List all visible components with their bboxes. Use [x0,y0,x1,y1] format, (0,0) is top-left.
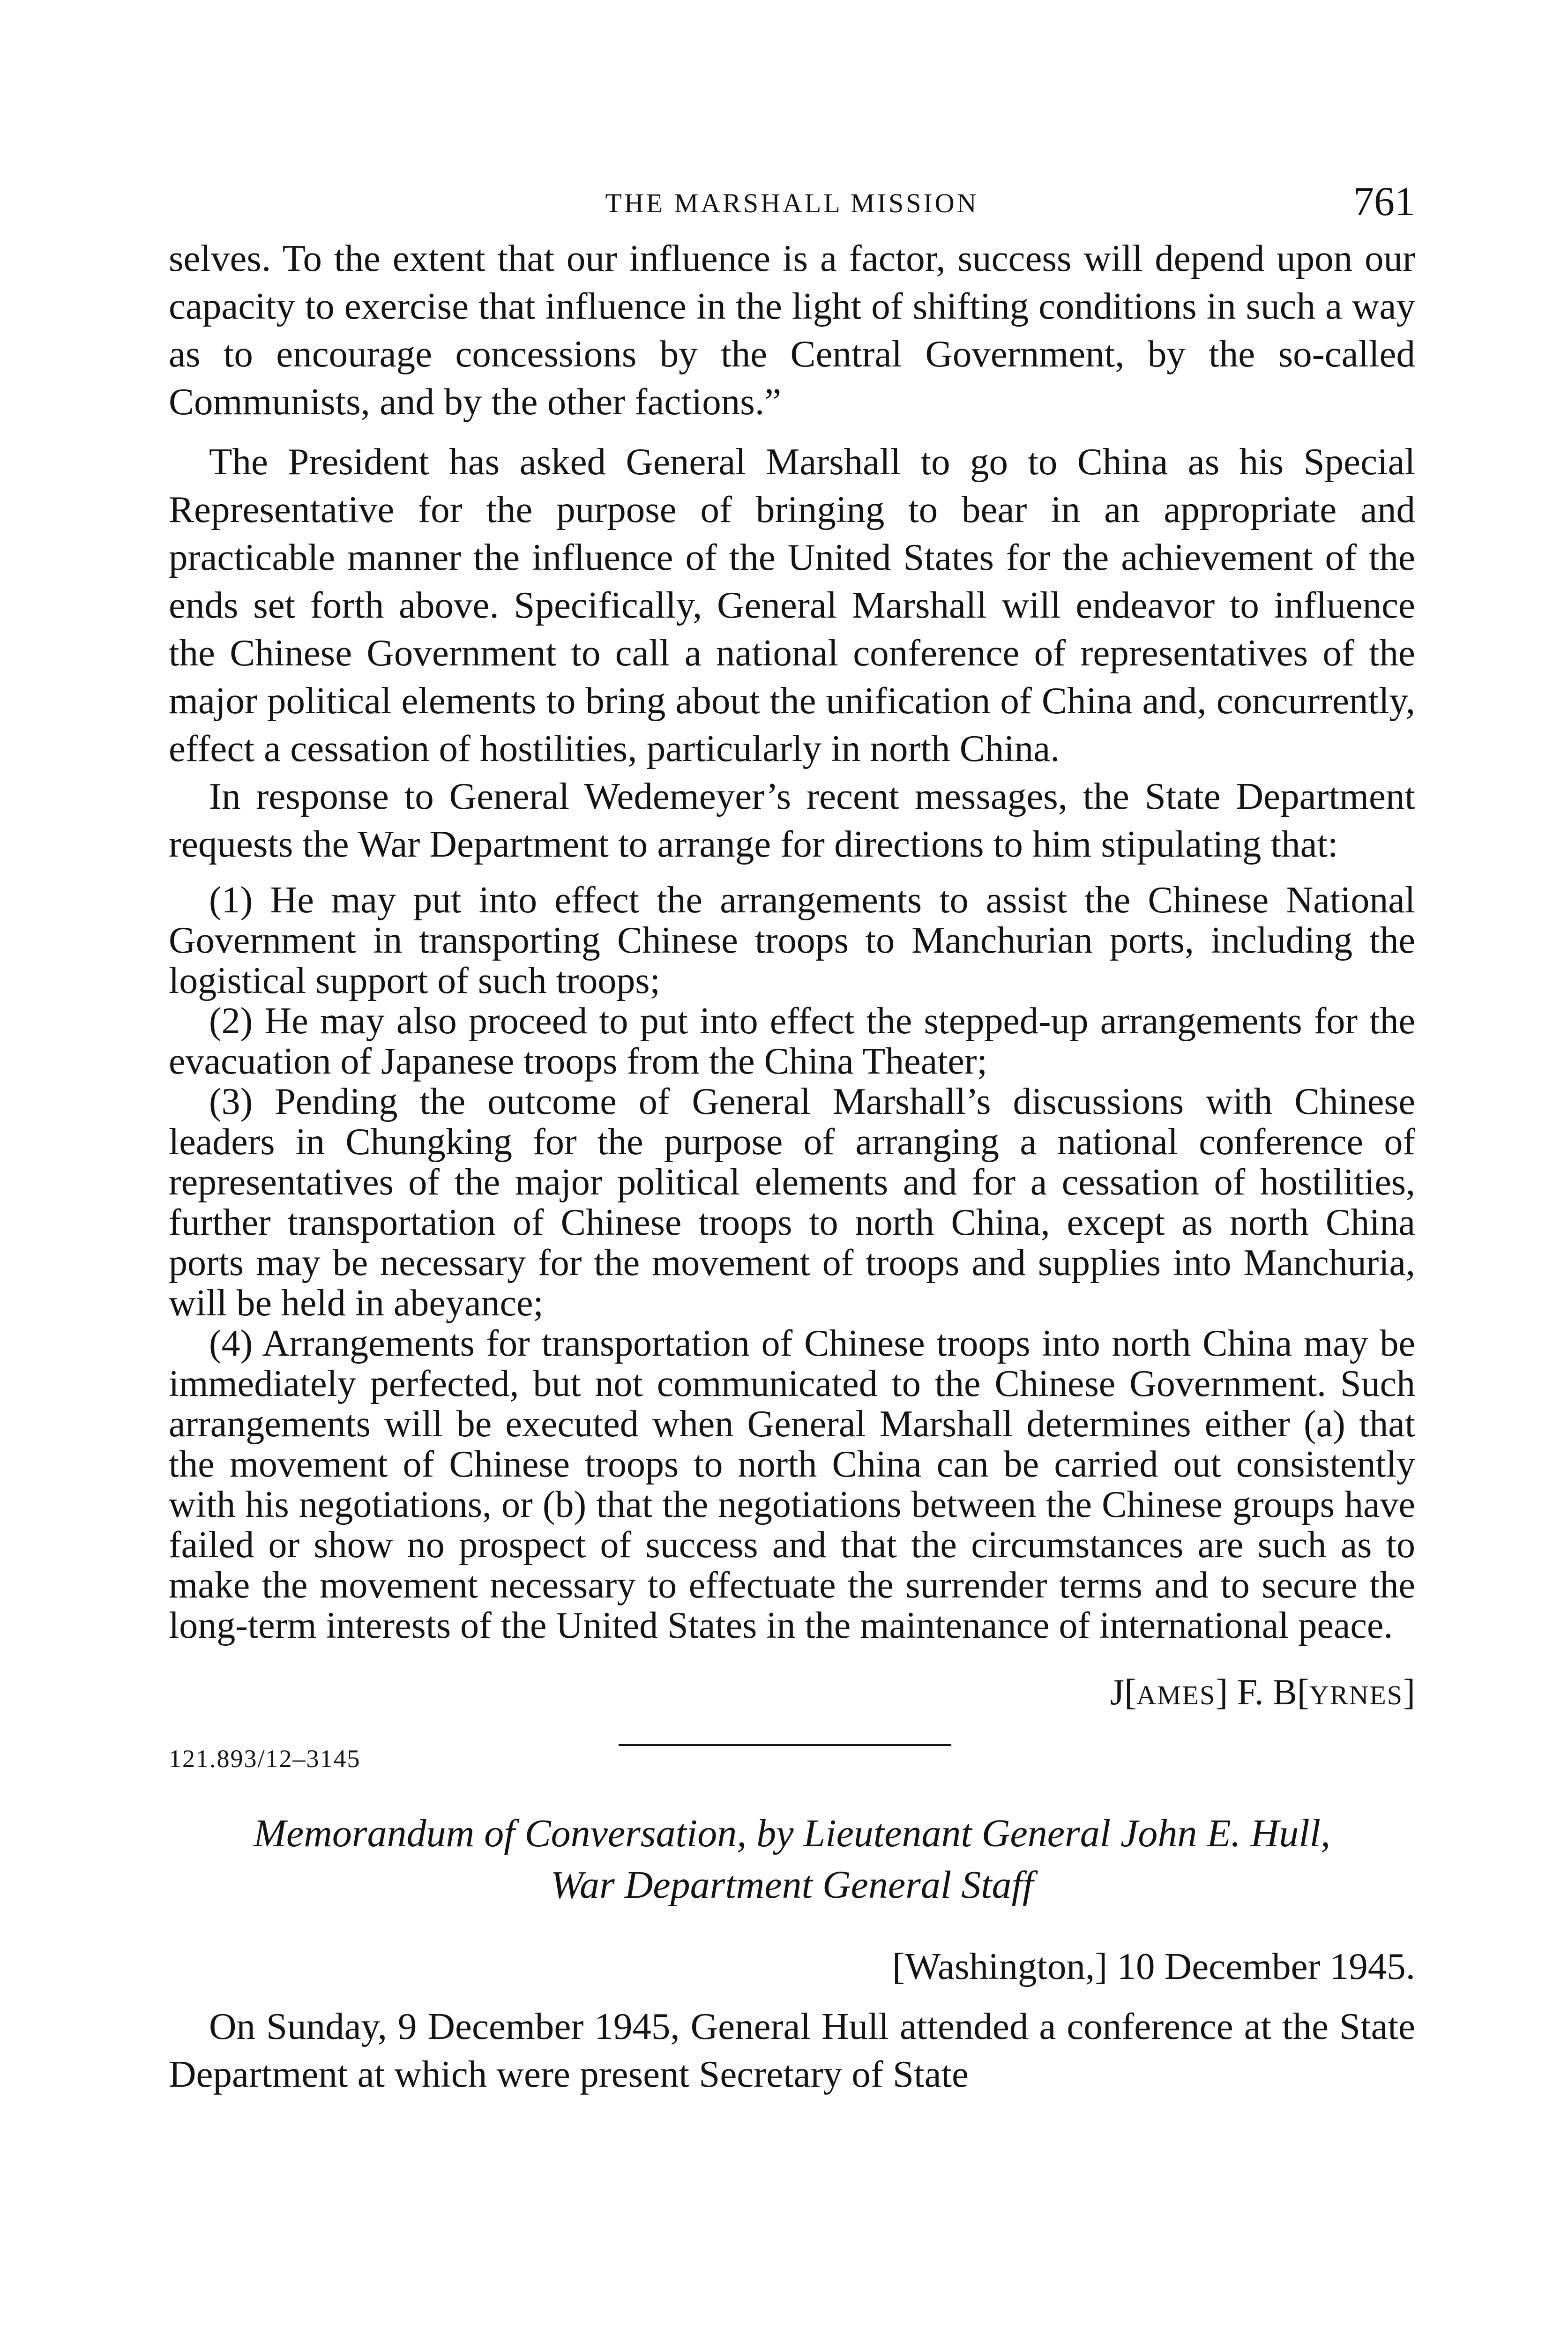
paragraph-continued: selves. To the extent that our influence is a factor, success will depend upon our capacity to exercise that influence in the light of shifting conditions in such a way as to encourage concessions by the Central Government, by the so-called Communists, and by the other factions.” [169,237,1415,423]
document-page [169,178,1415,2343]
paragraph-president: The President has asked General Marshall to go to China as his Special Representative for the purpose of bringing to bear in an appropriate and practicable manner the influence of the United States for the achievement of the ends set forth above. Specifically, General Marshall will endeavor to influence the Chinese Government to call a national conference of representatives of the major political elements to bring about the unification of China and, concurrently, effect a cessation of hostilities, particularly in north China. [169,440,1415,769]
file-row [169,1735,1415,1786]
stipulation-item-3: (3) Pending the outcome of General Marshall’s discussions with Chinese leaders in Chungking for the purpose of arranging a national conference of representatives of the major political elements and for a cessation of hostilities, further transportation of Chinese troops to north China, except as north China ports may be necessary for the movement of troops and supplies into Manchuria, will be held in abeyance; [169,1081,1415,1324]
signature-initial: J [1110,1671,1125,1712]
signature-first-name: AMES [1136,1680,1216,1710]
stipulation-item-1: (1) He may put into effect the arrangements to assist the Chinese National Government in transporting Chinese troops to Manchurian ports, including the logistical support of such troops; [169,880,1415,1001]
memo-title-line-2: War Department General Staff [550,1863,1034,1907]
page-number: 761 [1353,179,1415,224]
signature: J[AMES] F. B[YRNES] [1110,1671,1415,1712]
paragraph-response: In response to General Wedemeyer’s recent messages, the State Department requests the War Department to arrange for directions to him stipulating that: [169,775,1415,865]
signature-middle: F. B [1237,1671,1297,1712]
section-divider [619,1744,951,1746]
memo-title [169,1808,1415,1911]
dateline-date: 10 December 1945. [1117,1945,1415,1987]
memo-title-line-1: Memorandum of Conversation, by Lieutenant General John E. Hull, [253,1812,1331,1855]
stipulation-item-4: (4) Arrangements for transportation of Chinese troops into north China may be immediately perfected, but not communicated to the Chinese Government. Such arrangements will be executed when General Marshall determines either (a) that the movement of Chinese troops to north China can be carried out consistently with his negotiations, or (b) that the negotiations between the Chinese groups have failed or show no prospect of success and that the circumstances are such as to make the movement necessary to effectuate the surrender terms and to secure the long-term interests of the United States in the maintenance of international peace. [169,1323,1415,1646]
file-number: 121.893/12–3145 [169,1745,361,1773]
paragraph-closing: On Sunday, 9 December 1945, General Hull attended a conference at the State Department at which were present Secretary of State [169,2005,1415,2095]
dateline: [Washington,] 10 December 1945. [892,1945,1415,1987]
stipulation-item-2: (2) He may also proceed to put into effect the stepped-up arrangements for the evacuation of Japanese troops from the China Theater; [169,1000,1415,1082]
signature-last-name: YRNES [1309,1680,1404,1710]
running-title: THE MARSHALL MISSION [605,188,979,218]
dateline-place: Washington [905,1945,1085,1987]
running-header [169,178,1415,234]
